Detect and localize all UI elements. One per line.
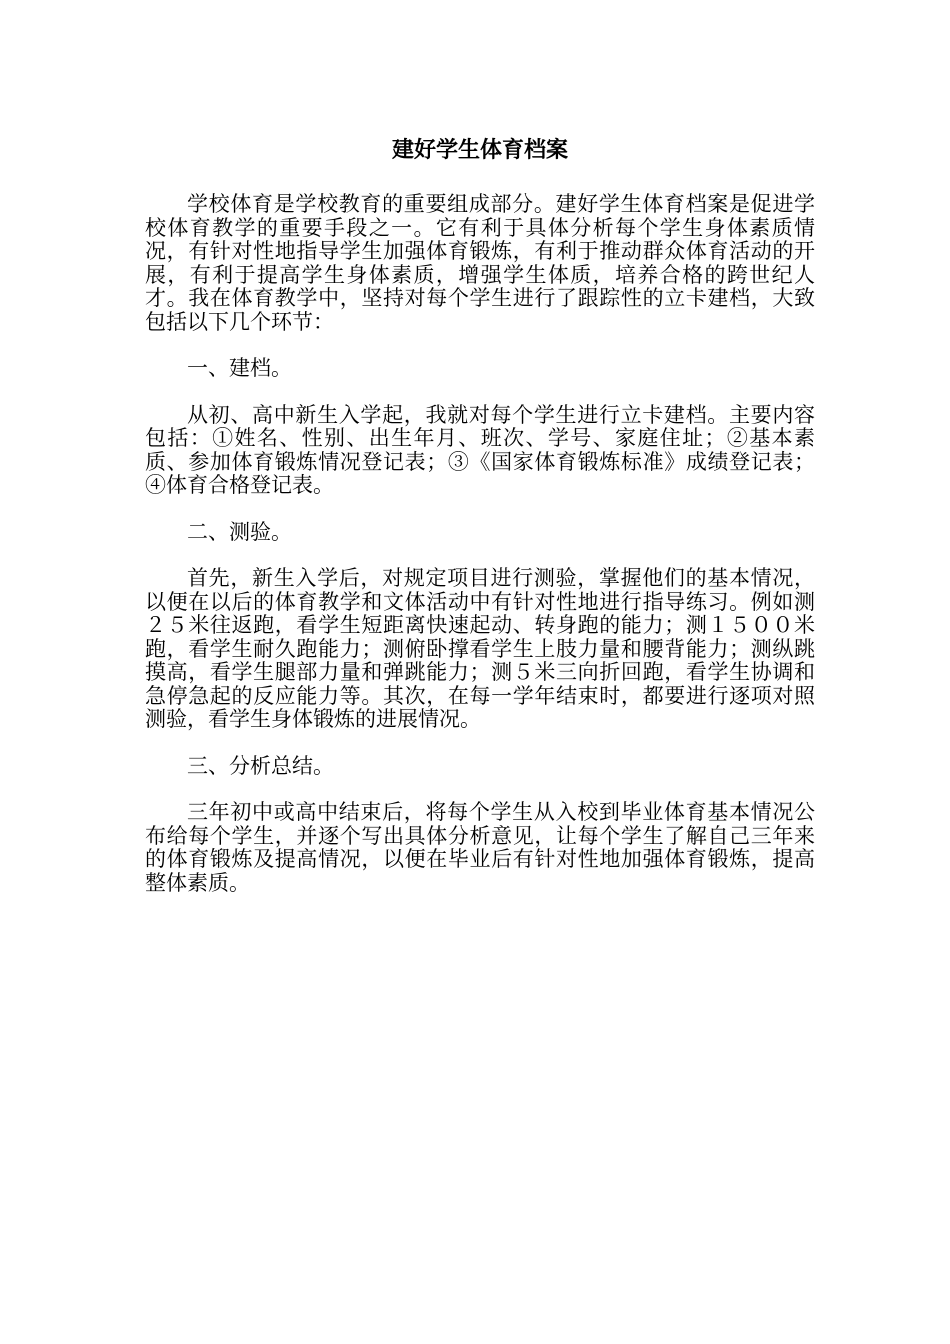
document-title: 建好学生体育档案 <box>391 137 568 163</box>
intro-paragraph: 学校体育是学校教育的重要组成部分。建好学生体育档案是促进学校体育教学的重要手段之一。它有利于具体分析每个学生身体素质情况，有针对性地指导学生加强体育锻炼，有利于推动群众体育活动的开展，有利于提高学生身体素质，增强学生体质，培养合格的跨世纪人才。我在体育教学中，坚持对每个学生进行了跟踪性的立卡建档，大致包括以下几个环节： <box>145 192 815 334</box>
section-heading-summary: 三、分析总结。 <box>187 753 334 778</box>
section-body-archive: 从初、高中新生入学起，我就对每个学生进行立卡建档。主要内容包括：①姓名、性别、出生年月、班次、学号、家庭住址；②基本素质、参加体育锻炼情况登记表；③《国家体育锻炼标准》成绩登记表；④体育合格登记表。 <box>145 402 815 497</box>
section-body-summary: 三年初中或高中结束后，将每个学生从入校到毕业体育基本情况公布给每个学生，并逐个写出具体分析意见，让每个学生了解自己三年来的体育锻炼及提高情况，以便在毕业后有针对性地加强体育锻炼，提高整体素质。 <box>145 800 815 895</box>
section-body-testing: 首先，新生入学后，对规定项目进行测验，掌握他们的基本情况，以便在以后的体育教学和文体活动中有针对性地进行指导练习。例如测２５米往返跑，看学生短距离快速起动、转身跑的能力；测１５００米跑，看学生耐久跑能力；测俯卧撑看学生上肢力量和腰背能力；测纵跳摸高，看学生腿部力量和弹跳能力；测５米三向折回跑，看学生协调和急停急起的反应能力等。其次，在每一学年结束时，都要进行逐项对照测验，看学生身体锻炼的进展情况。 <box>145 566 815 731</box>
section-heading-archive: 一、建档。 <box>187 356 292 380</box>
section-heading-testing: 二、测验。 <box>187 519 292 544</box>
document-body <box>145 128 815 918</box>
